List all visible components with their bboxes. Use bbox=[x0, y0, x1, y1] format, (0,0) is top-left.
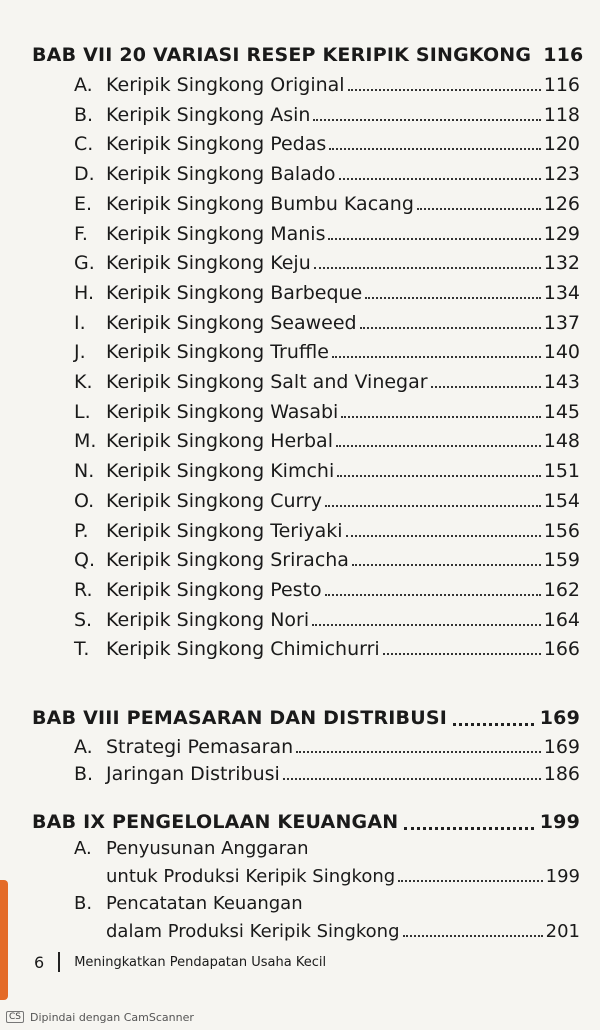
leader-dots bbox=[348, 89, 541, 91]
toc-entry-line1 bbox=[74, 893, 580, 914]
toc-entry bbox=[74, 252, 580, 274]
entry-label: Keripik Singkong Herbal bbox=[106, 430, 333, 452]
toc-entry bbox=[74, 549, 580, 571]
chapter-title: BAB VII 20 VARIASI RESEP KERIPIK SINGKONG bbox=[32, 44, 532, 66]
entry-page: 154 bbox=[543, 490, 580, 512]
leader-dots bbox=[314, 267, 541, 269]
leader-dots bbox=[312, 624, 541, 626]
leader-dots bbox=[346, 535, 541, 537]
leader-dots bbox=[383, 653, 541, 655]
entry-label: Keripik Singkong Salt and Vinegar bbox=[106, 371, 428, 393]
entry-page: 166 bbox=[543, 638, 580, 660]
entry-label: Strategi Pemasaran bbox=[106, 736, 294, 758]
chapter-page: 169 bbox=[539, 707, 580, 729]
entry-letter: E. bbox=[74, 193, 93, 215]
toc-entry bbox=[74, 460, 580, 482]
entry-letter: T. bbox=[74, 638, 90, 660]
toc-entry-line2 bbox=[106, 921, 580, 942]
leader-dots bbox=[325, 505, 541, 507]
entry-page: 116 bbox=[543, 74, 580, 96]
entry-page: 156 bbox=[543, 520, 580, 542]
entry-label-line1: Pencatatan Keuangan bbox=[106, 893, 303, 914]
entry-label: Keripik Singkong Original bbox=[106, 74, 345, 96]
entry-letter: G. bbox=[74, 252, 95, 274]
entry-letter: D. bbox=[74, 163, 95, 185]
chapter-title: BAB IX PENGELOLAAN KEUANGAN bbox=[32, 811, 399, 833]
leader-dots bbox=[365, 297, 540, 299]
entry-letter: B. bbox=[74, 893, 93, 914]
leader-dots bbox=[339, 178, 541, 180]
page-footer bbox=[34, 952, 574, 972]
entry-label: Keripik Singkong Barbeque bbox=[106, 282, 363, 304]
toc-entry bbox=[74, 312, 580, 334]
toc-entry bbox=[74, 430, 580, 452]
entry-page: 120 bbox=[543, 133, 580, 155]
entry-label: Keripik Singkong Truffle bbox=[106, 341, 329, 363]
leader-dots bbox=[360, 327, 541, 329]
entry-page: 145 bbox=[543, 401, 580, 423]
entry-letter: K. bbox=[74, 371, 93, 393]
entry-page: 118 bbox=[543, 104, 580, 126]
toc-entry bbox=[74, 133, 580, 155]
leader-dots bbox=[296, 751, 541, 753]
entry-page: 199 bbox=[545, 866, 580, 887]
entry-page: 134 bbox=[543, 282, 580, 304]
entry-letter: P. bbox=[74, 520, 89, 542]
entry-label: Keripik Singkong Keju bbox=[106, 252, 311, 274]
chapter-page: 116 bbox=[543, 44, 584, 66]
entry-letter: R. bbox=[74, 579, 93, 601]
toc-entry-line2 bbox=[106, 866, 580, 887]
entry-label-line2: dalam Produksi Keripik Singkong bbox=[106, 921, 400, 942]
toc-entry bbox=[74, 579, 580, 601]
chapter-7-heading bbox=[32, 44, 584, 66]
leader-dots bbox=[431, 386, 541, 388]
toc-entry bbox=[74, 371, 580, 393]
entry-label-line2: untuk Produksi Keripik Singkong bbox=[106, 866, 396, 887]
chapter-title: BAB VIII PEMASARAN DAN DISTRIBUSI bbox=[32, 707, 448, 729]
entry-letter: A. bbox=[74, 736, 93, 758]
footer-divider bbox=[58, 952, 60, 972]
entry-letter: F. bbox=[74, 223, 88, 245]
entry-page: 123 bbox=[543, 163, 580, 185]
leader-dots bbox=[313, 119, 540, 121]
toc-entry bbox=[74, 341, 580, 363]
entry-label: Keripik Singkong Seaweed bbox=[106, 312, 357, 334]
entry-letter: H. bbox=[74, 282, 94, 304]
entry-letter: S. bbox=[74, 609, 93, 631]
entry-page: 201 bbox=[545, 921, 580, 942]
entry-letter: B. bbox=[74, 763, 94, 785]
entry-letter: I. bbox=[74, 312, 86, 334]
entry-page: 132 bbox=[543, 252, 580, 274]
leader-dots bbox=[325, 594, 541, 596]
toc-entry bbox=[74, 223, 580, 245]
entry-letter: L. bbox=[74, 401, 91, 423]
toc-entry bbox=[74, 520, 580, 542]
entry-letter: B. bbox=[74, 104, 94, 126]
toc-entry bbox=[74, 763, 580, 785]
entry-letter: N. bbox=[74, 460, 95, 482]
leader-dots bbox=[403, 935, 543, 937]
entry-page: 169 bbox=[543, 736, 580, 758]
footer-page-number: 6 bbox=[34, 952, 45, 972]
leader-dots bbox=[283, 778, 541, 780]
entry-page: 126 bbox=[543, 193, 580, 215]
leader-dots bbox=[336, 445, 541, 447]
entry-letter: A. bbox=[74, 838, 92, 859]
entry-label: Keripik Singkong Manis bbox=[106, 223, 326, 245]
leader-dots bbox=[417, 208, 541, 210]
leader-dots bbox=[328, 238, 540, 240]
entry-page: 164 bbox=[543, 609, 580, 631]
entry-page: 151 bbox=[543, 460, 580, 482]
toc-entry bbox=[74, 736, 580, 758]
entry-page: 159 bbox=[543, 549, 580, 571]
entry-label: Keripik Singkong Sriracha bbox=[106, 549, 349, 571]
leader-dots bbox=[453, 723, 534, 726]
toc-entry bbox=[74, 74, 580, 96]
entry-page: 162 bbox=[543, 579, 580, 601]
camscanner-logo-icon: CS bbox=[6, 1011, 24, 1023]
chapter-page: 199 bbox=[539, 811, 580, 833]
entry-page: 148 bbox=[543, 430, 580, 452]
entry-label: Keripik Singkong Curry bbox=[106, 490, 323, 512]
leader-dots bbox=[352, 564, 541, 566]
entry-page: 186 bbox=[543, 763, 580, 785]
toc-entry bbox=[74, 104, 580, 126]
running-title: Meningkatkan Pendapatan Usaha Kecil bbox=[74, 954, 327, 970]
toc-entry bbox=[74, 490, 580, 512]
entry-label: Keripik Singkong Pedas bbox=[106, 133, 327, 155]
entry-page: 137 bbox=[543, 312, 580, 334]
leader-dots bbox=[337, 475, 541, 477]
entry-label: Keripik Singkong Kimchi bbox=[106, 460, 335, 482]
entry-label: Keripik Singkong Teriyaki bbox=[106, 520, 343, 542]
toc-entry bbox=[74, 638, 580, 660]
toc-entry-line1 bbox=[74, 838, 580, 859]
entry-label: Keripik Singkong Bumbu Kacang bbox=[106, 193, 414, 215]
entry-label: Keripik Singkong Chimichurri bbox=[106, 638, 380, 660]
entry-letter: Q. bbox=[74, 549, 95, 571]
leader-dots bbox=[341, 416, 540, 418]
entry-letter: C. bbox=[74, 133, 94, 155]
leader-dots bbox=[398, 880, 542, 882]
entry-label-line1: Penyusunan Anggaran bbox=[106, 838, 309, 859]
toc-entry bbox=[74, 609, 580, 631]
leader-dots bbox=[332, 356, 541, 358]
entry-label: Keripik Singkong Asin bbox=[106, 104, 311, 126]
leader-dots bbox=[329, 148, 540, 150]
orange-edge bbox=[0, 880, 8, 1000]
chapter-8-heading bbox=[32, 707, 580, 729]
entry-page: 143 bbox=[543, 371, 580, 393]
leader-dots bbox=[404, 827, 533, 830]
entry-letter: O. bbox=[74, 490, 95, 512]
entry-letter: M. bbox=[74, 430, 97, 452]
scanner-watermark bbox=[0, 1004, 600, 1030]
toc-entry bbox=[74, 282, 580, 304]
entry-page: 140 bbox=[543, 341, 580, 363]
watermark-text: Dipindai dengan CamScanner bbox=[30, 1010, 194, 1024]
entry-label: Keripik Singkong Nori bbox=[106, 609, 310, 631]
entry-label: Jaringan Distribusi bbox=[106, 763, 280, 785]
entry-letter: J. bbox=[74, 341, 86, 363]
chapter-9-heading bbox=[32, 811, 580, 833]
entry-label: Keripik Singkong Pesto bbox=[106, 579, 322, 601]
toc-entry bbox=[74, 163, 580, 185]
entry-label: Keripik Singkong Balado bbox=[106, 163, 336, 185]
toc-entry bbox=[74, 193, 580, 215]
toc-entry bbox=[74, 401, 580, 423]
entry-label: Keripik Singkong Wasabi bbox=[106, 401, 339, 423]
entry-letter: A. bbox=[74, 74, 93, 96]
entry-page: 129 bbox=[543, 223, 580, 245]
